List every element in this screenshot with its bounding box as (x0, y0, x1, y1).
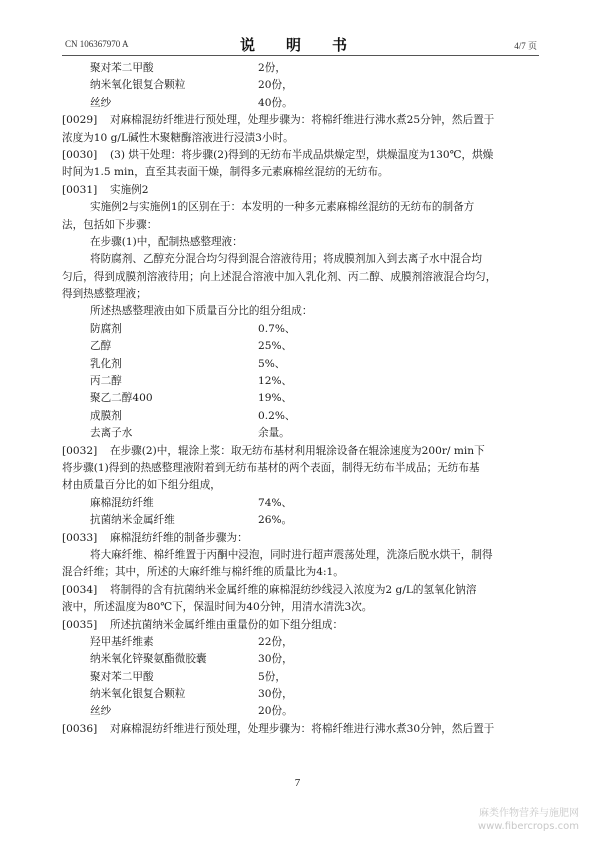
paragraph-0032: [0032] 在步骤(2)中，辊涂上浆：取无纺布基材利用辊涂设备在辊涂速度为200r/ min下 (62, 443, 540, 460)
paragraph-0035: [0035] 所述抗菌纳米金属纤维由重量份的如下组分组成： (62, 617, 540, 634)
watermark-line: www.fibercrops.com (477, 821, 579, 832)
component-row: 丙二醇 12%、 (90, 375, 293, 388)
paragraph-0032-cont: 将步骤(1)得到的热感整理液附着到无纺布基材的两个表面，制得无纺布半成品；无纺布基 (62, 461, 480, 474)
document-title: 说 明 书 (239, 36, 355, 54)
paragraph-0034-cont: 液中，所述温度为80℃下，保温时间为40分钟，用清水清洗3次。 (62, 601, 373, 614)
paragraph-0029: [0029] 对麻棉混纺纤维进行预处理，处理步骤为：将棉纤维进行沸水煮25分钟，然后置于 (62, 112, 540, 129)
paragraph-number: [0031] (62, 183, 98, 196)
intro-line: 实施例2与实施例1的区别在于：本发明的一种多元素麻棉丝混纺的无纺布的制备方 (90, 201, 475, 214)
component-row: 丝纱 20份。 (90, 705, 293, 718)
component-row: 乙醇 25%、 (90, 340, 293, 353)
paragraph-0032-cont: 材由质量百分比的如下组分组成， (62, 479, 221, 492)
prep-line: 将防腐剂、乙醇充分混合均匀得到混合溶液待用；将成膜剂加入到去离子水中混合均 (90, 253, 482, 266)
step-1-line: 在步骤(1)中，配制热感整理液： (90, 235, 243, 248)
watermark-line: 麻类作物营养与施肥网 (479, 808, 579, 819)
page-indicator: 4/7 页 (514, 41, 537, 51)
header-rule (62, 55, 539, 56)
paragraph-number: [0033] (62, 531, 98, 544)
page-number: 7 (294, 777, 301, 789)
paragraph-0029-cont: 浓度为10 g/L碱性木聚糖酶溶液进行浸渍3小时。 (62, 131, 294, 144)
publication-number: CN 106367970 A (65, 39, 129, 49)
paragraph-number: [0034] (62, 583, 98, 596)
paragraph-0030-cont: 时间为1.5 min，直至其表面干燥，制得多元素麻棉丝混纺的无纺布。 (62, 166, 389, 179)
example-heading: 实施例2 (110, 183, 149, 196)
component-row: 麻棉混纺纤维 74%、 (90, 496, 293, 509)
paragraph-0030: [0030] (3) 烘干处理：将步骤(2)得到的无纺布半成品烘燥定型，烘燥温度为130℃，烘燥 (62, 147, 540, 164)
component-row: 防腐剂 0.7%、 (90, 322, 296, 335)
component-row: 聚对苯二甲酸 5份， (90, 670, 286, 683)
paragraph-0033-cont: 将大麻纤维、棉纤维置于丙酮中浸泡，同时进行超声震荡处理，洗涤后脱水烘干，制得 (90, 548, 493, 561)
component-row: 丝纱 40份。 (90, 96, 293, 109)
paragraph-0034: [0034] 将制得的含有抗菌纳米金属纤维的麻棉混纺纱线浸入浓度为2 g/L的氢氧化钠溶 (62, 582, 540, 599)
component-row: 羟甲基纤维素 22份， (90, 635, 293, 648)
paragraph-number: [0030] (62, 148, 98, 161)
component-row: 成膜剂 0.2%、 (90, 409, 296, 422)
paragraph-number: [0029] (62, 114, 98, 127)
component-row: 纳米氧化锌聚氨酯微胶囊 30份， (90, 653, 293, 666)
paragraph-number: [0032] (62, 444, 98, 457)
component-row: 纳米氧化银复合颗粒 20份， (90, 79, 293, 92)
composition-desc: 所述热感整理液由如下质量百分比的组分组成： (90, 305, 313, 318)
paragraph-number: [0036] (62, 722, 98, 735)
paragraph-0033: [0033] 麻棉混纺纤维的制备步骤为： (62, 530, 540, 547)
paragraph-0031 (62, 182, 540, 199)
document-body (62, 60, 540, 738)
prep-line-cont: 匀后，得到成膜剂溶液待用；向上述混合溶液中加入乳化剂、丙二醇、成膜剂溶液混合均匀， (62, 270, 497, 283)
component-row: 乳化剂 5%、 (90, 357, 286, 370)
paragraph-number: [0035] (62, 618, 98, 631)
component-row: 聚对苯二甲酸 2份， (90, 62, 286, 74)
component-row: 抗菌纳米金属纤维 26%。 (90, 514, 293, 527)
watermark (478, 807, 579, 833)
paragraph-0036: [0036] 对麻棉混纺纤维进行预处理，处理步骤为：将棉纤维进行沸水煮30分钟，然后置于 (62, 721, 540, 738)
component-row: 纳米氧化银复合颗粒 30份， (90, 688, 293, 701)
paragraph-0033-cont: 混合纤维；其中，所述的大麻纤维与棉纤维的质量比为4:1。 (62, 566, 344, 579)
component-row: 聚乙二醇400 19%、 (90, 392, 293, 405)
intro-line-cont: 法，包括如下步骤： (62, 218, 158, 231)
prep-line-cont: 得到热感整理液； (62, 288, 147, 301)
component-row: 去离子水 余量。 (90, 427, 290, 440)
